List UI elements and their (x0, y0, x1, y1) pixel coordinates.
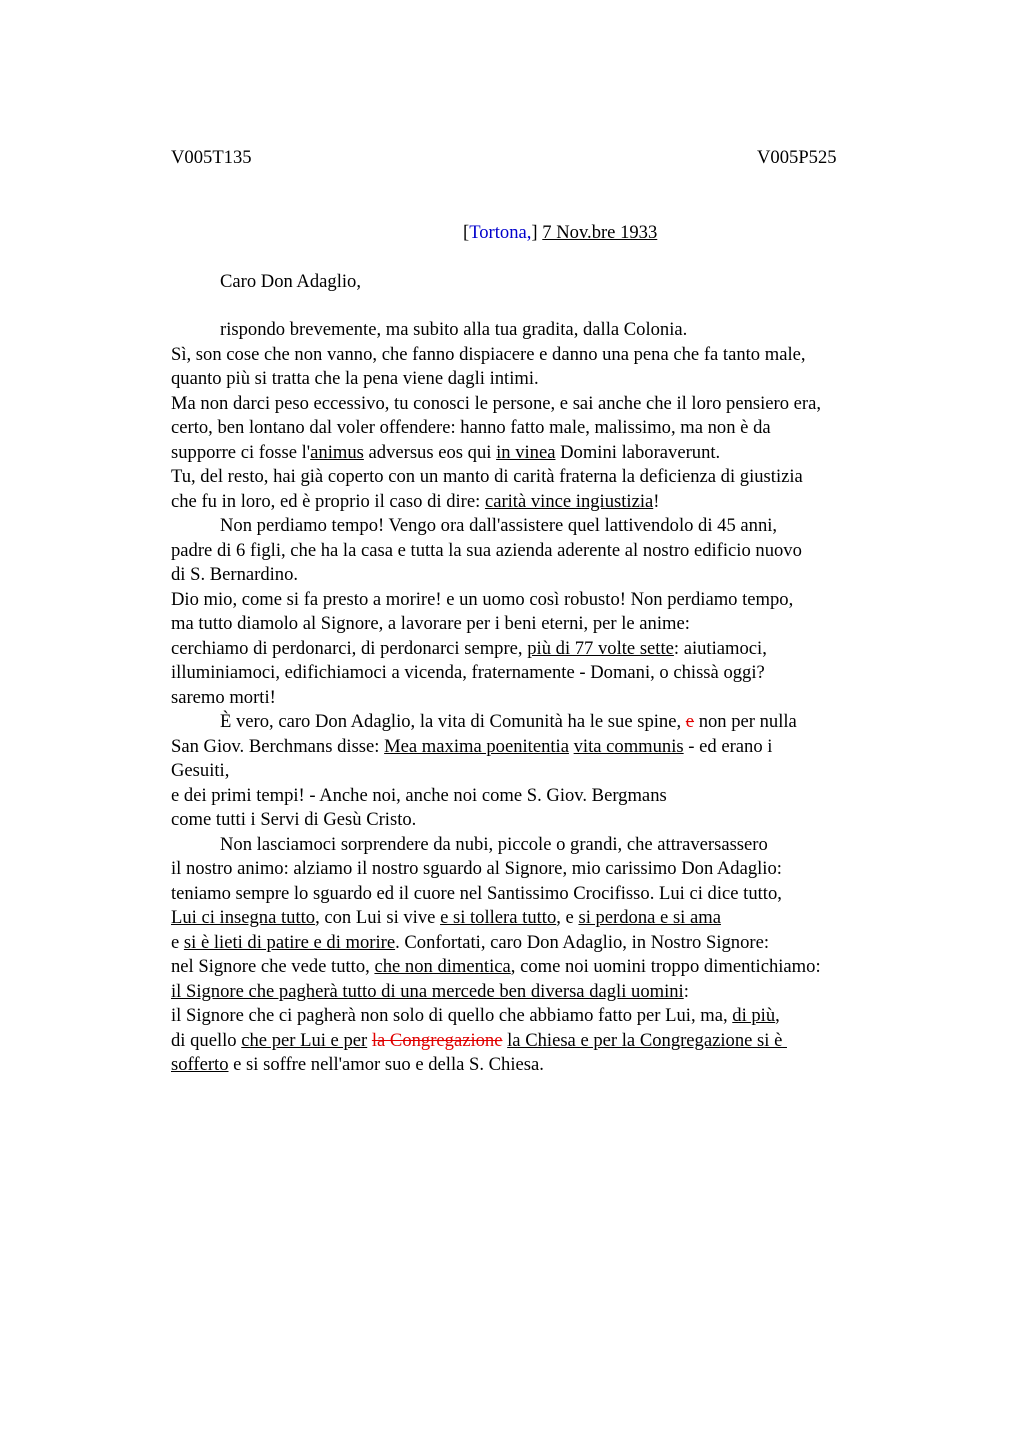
letter-line (171, 686, 906, 711)
underlined-text: carità vince ingiustizia (484, 490, 654, 512)
letter-line (171, 465, 906, 490)
dateline-close-bracket: ] (531, 222, 538, 243)
underlined-text: si è lieti di patire e di morire (183, 931, 396, 953)
underlined-text: vita communis (573, 735, 684, 757)
letter-line (171, 808, 906, 833)
letter-line (171, 857, 906, 882)
text-segment: teniamo sempre lo sguardo ed il cuore nel Santissimo Crocifisso. Lui ci dice tutto, (171, 882, 782, 904)
text-segment: : (683, 980, 689, 1002)
letter-line (171, 563, 906, 588)
text-segment: il Signore che ci pagherà non solo di quello che abbiamo fatto per Lui, ma, (171, 1005, 733, 1026)
text-segment: : aiutiamoci, (673, 637, 767, 659)
text-segment: Domini laboraverunt. (555, 441, 721, 463)
underlined-text: si perdona e si ama (578, 907, 721, 928)
text-segment: , con Lui si vive (315, 907, 441, 928)
text-segment: Ma non darci peso eccessivo, tu conosci le persone, e sai anche che il loro pensiero era, (171, 392, 822, 414)
letter-body (171, 318, 906, 1078)
underlined-text: la Chiesa e per la Congregazione si è (507, 1029, 787, 1051)
letter-line (171, 588, 906, 613)
letter-line (171, 514, 906, 539)
letter-line (171, 1004, 906, 1029)
text-segment: rispondo brevemente, ma subito alla tua gradita, dalla Colonia. (220, 319, 688, 340)
underlined-text: e si tollera tutto (440, 907, 557, 928)
salutation: Caro Don Adaglio, (220, 271, 361, 292)
underlined-text: di più (732, 1005, 776, 1026)
underlined-text: Lui ci insegna tutto (171, 907, 316, 928)
text-segment: adversus eos qui (363, 441, 497, 463)
letter-line (171, 367, 906, 392)
text-segment: Non lasciamoci sorprendere da nubi, piccole o grandi, che attraversassero (220, 833, 768, 855)
struck-text: e (685, 711, 695, 732)
struck-text: la Congregazione (371, 1029, 503, 1051)
underlined-text: in vinea (496, 441, 556, 463)
text-segment: - ed erano i (683, 735, 773, 757)
text-segment: e si soffre nell'amor suo e della S. Chiesa. (228, 1054, 544, 1075)
text-segment: saremo morti! (171, 686, 276, 708)
text-segment: , e (556, 907, 579, 928)
underlined-text: più di 77 volte sette (527, 637, 674, 659)
text-segment: come tutti i Servi di Gesù Cristo. (171, 809, 417, 830)
text-segment: Sì, son cose che non vanno, che fanno dispiacere e danno una pena che fa tanto male, (171, 343, 806, 365)
letter-line (171, 1053, 906, 1078)
text-segment: Dio mio, come si fa presto a morire! e un uomo così robusto! Non perdiamo tempo, (171, 588, 794, 610)
text-segment: e dei primi tempi! - Anche noi, anche noi come S. Giov. Bergmans (171, 784, 667, 806)
letter-line (171, 318, 906, 343)
letter-line (171, 759, 906, 784)
letter-line (171, 735, 906, 760)
text-segment: Non perdiamo tempo! Vengo ora dall'assistere quel lattivendolo di 45 anni, (220, 515, 778, 536)
letter-line (171, 955, 906, 980)
dateline (463, 221, 657, 245)
letter-line (171, 441, 906, 466)
letter-line (171, 906, 906, 931)
letter-line (171, 882, 906, 907)
text-segment: Tu, del resto, hai già coperto con un manto di carità fraterna la deficienza di giustizia (171, 466, 803, 487)
underlined-text: Mea maxima poenitentia (384, 735, 569, 757)
text-segment: padre di 6 figli, che ha la casa e tutta la sua azienda aderente al nostro edificio nuovo (171, 539, 802, 561)
letter-line (171, 343, 906, 368)
text-segment: di S. Bernardino. (171, 564, 299, 585)
text-segment: nel Signore che vede tutto, (171, 956, 375, 977)
text-segment: Gesuiti, (171, 760, 230, 781)
text-segment: e (171, 931, 184, 953)
letter-line (171, 784, 906, 809)
text-segment: . Confortati, caro Don Adaglio, in Nostro Signore: (395, 931, 769, 953)
letter-line (171, 980, 906, 1005)
letter-line (171, 416, 906, 441)
text-segment: quanto più si tratta che la pena viene dagli intimi. (171, 368, 539, 389)
underlined-text: che per Lui e per (241, 1029, 368, 1051)
letter-line (171, 710, 906, 735)
text-segment: ! (653, 490, 660, 512)
letter-line (171, 490, 906, 515)
letter-line (171, 612, 906, 637)
archive-code-right: V005P525 (757, 147, 837, 168)
text-segment: , come noi uomini troppo dimentichiamo: (510, 956, 821, 977)
text-segment: il nostro animo: alziamo il nostro sguardo al Signore, mio carissimo Don Adaglio: (171, 858, 782, 879)
dateline-date: 7 Nov.bre 1933 (542, 222, 658, 243)
letter-line (171, 539, 906, 564)
underlined-text: animus (310, 441, 364, 463)
text-segment: , (775, 1005, 780, 1026)
text-segment: cerchiamo di perdonarci, di perdonarci sempre, (171, 637, 528, 659)
text-segment: ma tutto diamolo al Signore, a lavorare per i beni eterni, per le anime: (171, 613, 690, 634)
underlined-text: sofferto (171, 1054, 229, 1075)
dateline-open-bracket: [ (463, 222, 470, 243)
underlined-text: che non dimentica (374, 956, 511, 977)
text-segment: che fu in loro, ed è proprio il caso di dire: (171, 490, 485, 512)
letter-line (171, 833, 906, 858)
archive-code-left: V005T135 (171, 147, 252, 168)
text-segment: È vero, caro Don Adaglio, la vita di Comunità ha le sue spine, (220, 711, 686, 732)
text-segment: illuminiamoci, edifichiamoci a vicenda, fraternamente - Domani, o chissà oggi? (171, 662, 765, 683)
underlined-text: il Signore che pagherà tutto di una mercede ben diversa dagli uomini (171, 980, 684, 1002)
letter-line (171, 661, 906, 686)
letter-line (171, 931, 906, 956)
text-segment: non per nulla (694, 711, 797, 732)
letter-line (171, 637, 906, 662)
text-segment: di quello (171, 1029, 242, 1051)
letter-line (171, 392, 906, 417)
letter-line (171, 1029, 906, 1054)
text-segment: San Giov. Berchmans disse: (171, 735, 385, 757)
text-segment: certo, ben lontano dal voler offendere: hanno fatto male, malissimo, ma non è da (171, 417, 771, 438)
dateline-place: Tortona, (469, 222, 532, 243)
text-segment: supporre ci fosse l' (171, 441, 311, 463)
